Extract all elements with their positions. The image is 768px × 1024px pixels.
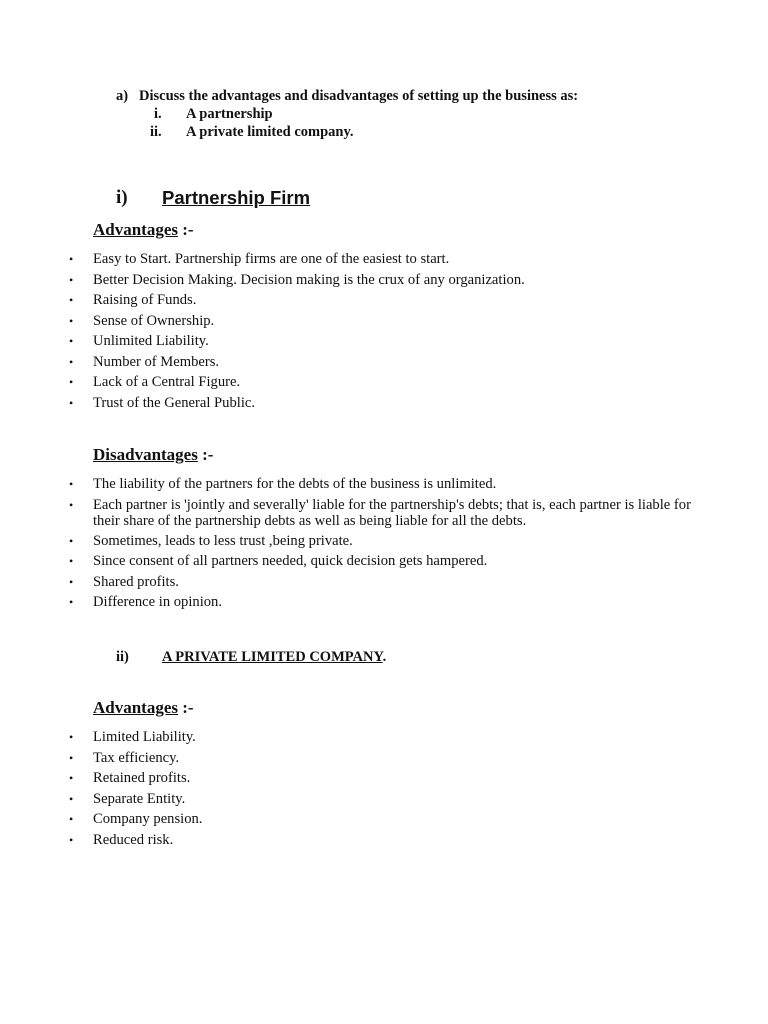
list-item-text: Lack of a Central Figure. [93, 374, 241, 390]
section-number: ii) [116, 649, 129, 665]
advantages-heading [93, 698, 194, 718]
list-item-text: Unlimited Liability. [93, 333, 209, 349]
list-item-text: Easy to Start. Partnership firms are one of the easiest to start. [93, 251, 450, 267]
advantages-heading-label: Advantages [93, 698, 179, 717]
disadvantages-heading-suffix: :- [202, 445, 214, 464]
advantages-heading [93, 220, 194, 240]
list-item [0, 768, 693, 789]
list-item [0, 290, 693, 311]
list-item [0, 727, 693, 748]
advantages-heading-suffix: :- [182, 698, 194, 717]
disadvantages-heading [93, 445, 213, 465]
list-item-text: Sometimes, leads to less trust ,being private. [93, 532, 353, 549]
list-item [0, 331, 693, 352]
bullet-icon: • [69, 375, 74, 389]
question-marker: a) [116, 88, 129, 104]
list-item-text: Since consent of all partners needed, quick decision gets hampered. [93, 553, 488, 569]
list-item-text: The liability of the partners for the debts of the business is unlimited. [93, 476, 497, 492]
bullet-icon: • [69, 272, 74, 287]
bullet-icon: • [69, 533, 74, 548]
bullet-icon: • [69, 477, 74, 491]
list-item [0, 830, 693, 851]
bullet-icon: • [69, 771, 74, 785]
list-item-text: Difference in opinion. [93, 594, 223, 610]
bullet-icon: • [69, 497, 74, 512]
list-item [0, 352, 693, 373]
list-item [0, 270, 693, 291]
list-item-text: Reduced risk. [93, 831, 174, 848]
bullet-icon: • [69, 252, 74, 266]
list-item-text: Company pension. [93, 811, 203, 827]
list-item-text: Each partner is 'jointly and severally' liable for the partnership's debts; that is, each partner is liable for their share of the partnership debts as well as being liable for all the debts. [93, 496, 691, 529]
list-item [0, 551, 693, 572]
section-title-suffix: . [382, 649, 387, 665]
list-item [0, 789, 693, 810]
advantages-list [0, 727, 693, 850]
list-item [0, 531, 693, 552]
list-item-text: Tax efficiency. [93, 749, 180, 766]
bullet-icon: • [69, 554, 74, 568]
list-item-text: Retained profits. [93, 770, 191, 786]
disadvantages-list [0, 474, 693, 613]
list-item-text: Shared profits. [93, 573, 179, 590]
section-number: i) [116, 187, 128, 208]
bullet-icon: • [69, 574, 74, 589]
question-item-text: A partnership [186, 106, 273, 122]
bullet-icon: • [69, 313, 74, 328]
section-title [162, 649, 386, 666]
list-item-text: Sense of Ownership. [93, 312, 215, 329]
list-item [0, 249, 693, 270]
list-item [0, 495, 693, 531]
question-item-text: A private limited company. [186, 124, 354, 140]
list-item [0, 592, 693, 613]
list-item [0, 474, 693, 495]
section-title-text: A PRIVATE LIMITED COMPANY [162, 649, 383, 665]
question-item-num: ii. [150, 124, 162, 140]
question-text: Discuss the advantages and disadvantages of setting up the business as: [139, 88, 579, 104]
bullet-icon: • [69, 334, 74, 348]
advantages-heading-label: Advantages [93, 220, 179, 239]
list-item [0, 572, 693, 593]
bullet-icon: • [69, 832, 74, 847]
advantages-heading-suffix: :- [182, 220, 194, 239]
bullet-icon: • [69, 293, 74, 307]
bullet-icon: • [69, 354, 74, 369]
question-item-num: i. [154, 106, 162, 122]
advantages-list [0, 249, 693, 413]
list-item-text: Better Decision Making. Decision making is the crux of any organization. [93, 271, 525, 288]
list-item-text: Trust of the General Public. [93, 394, 255, 411]
bullet-icon: • [69, 730, 74, 744]
list-item-text: Limited Liability. [93, 729, 196, 745]
section-title: Partnership Firm [162, 187, 311, 208]
bullet-icon: • [69, 812, 74, 826]
list-item [0, 809, 693, 830]
list-item-text: Separate Entity. [93, 790, 186, 807]
list-item [0, 748, 693, 769]
list-item-text: Raising of Funds. [93, 292, 197, 308]
list-item-text: Number of Members. [93, 353, 220, 370]
bullet-icon: • [69, 595, 74, 609]
bullet-icon: • [69, 750, 74, 765]
list-item [0, 393, 693, 414]
list-item [0, 372, 693, 393]
bullet-icon: • [69, 395, 74, 410]
list-item [0, 311, 693, 332]
disadvantages-heading-label: Disadvantages [93, 445, 198, 464]
bullet-icon: • [69, 791, 74, 806]
